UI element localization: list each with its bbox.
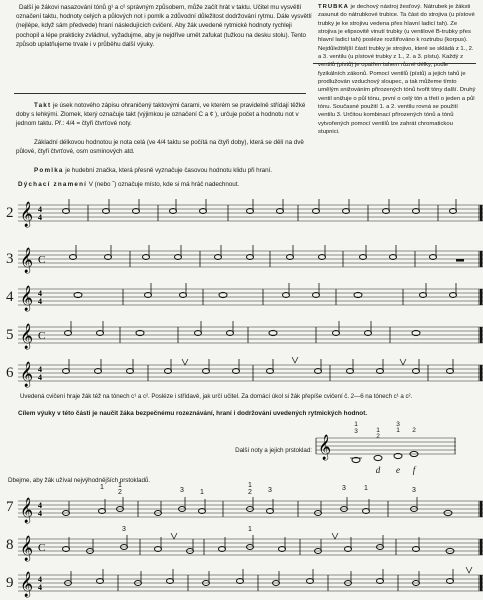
dychaci-text: V (nebo ˇ) označuje místo, kde si má hráč nadechnout. [87,181,240,188]
fingering-label: 3 [342,485,346,492]
takt-text: je úsek notového zápisu ohraničený taktovými čarami, ve kterém se pravidelně střídají těžké doby s lehkými. Zlomek, který označuje takt (výjimkou je označení C a ¢ ), určuje počet a hodnotu not v jednom taktu. Př.: 4/4 = čtyři čtvrťové noty. [16,102,306,128]
svg-text:4: 4 [38,213,42,222]
dbejme-paragraph: Dbejme, aby žák užíval nejvýhodnějších prstokladů. [8,477,151,484]
svg-text:4: 4 [38,365,42,374]
fingering-label: 1 [364,485,368,492]
note-name-f: f [412,465,416,475]
fingering-label: 2 [376,433,380,440]
svg-text:𝄞: 𝄞 [20,286,34,311]
svg-text:𝄞: 𝄞 [20,536,34,561]
exercise-number-7: 7 [6,499,14,515]
svg-text:4: 4 [38,509,42,518]
zakladni-paragraph: Základní délkovou hodnotou je nota celá (ve 4/4 taktu se počítá na čtyři doby), která se dělí na dvě půlové, čtyři čtvrťové, osm osminových atd. [16,139,304,156]
exercise-number-8: 8 [6,537,14,553]
exercise-staff-7 [18,483,483,523]
fingering-label: 1 [376,427,380,434]
exercise-staff-9 [18,569,483,599]
divider-right [313,63,476,64]
svg-text:4: 4 [38,501,42,510]
fingering-label: 3 [396,421,400,428]
exercise-number-3: 3 [6,251,14,267]
svg-text:C: C [38,330,46,342]
pomlka-text: je hudební značka, která přesně vyznačuje časovou hodnotu klidu při hraní. [63,167,272,174]
exercise-staff-4 [18,283,483,313]
exercise-number-4: 4 [6,289,14,305]
svg-text:4: 4 [38,583,42,592]
dalsi-label: Další noty a jejich prstoklad: [235,447,312,454]
svg-text:𝄞: 𝄞 [20,362,34,387]
svg-text:4: 4 [38,297,42,306]
dychaci-paragraph [18,180,318,189]
svg-text:C: C [38,542,46,554]
svg-text:𝄞: 𝄞 [20,324,34,349]
new-notes-staff [316,420,456,476]
sidebar-text: je dechový nástroj žesťový. Nátrubek je žáksti zasunut do nátrubkové trubice. Ta část do strojiva (u pístové trubky je ke strojivu vedena přes hlavní ladicí tah). Ze strojiva je elipsovitě vinutí trubky (u ventilové B-trubky přes hlavní ladicí tah) posléze rozšiřováno k roztrubu (korpus). Nejdůležitější částí trubky je strojivo, které se skládá z 1., 2. a 3. ventilu (u pístové trubky z 1., 2. a 3. pístu). Každý z ventilů (pístů) je opatřen tahem různé délky, podle fyzikálních zákonů. Pomocí ventilů (pístů) a jejich tahů je prodlužován vzduchový sloupec, a tak můžeme tímto umělým snižováním přirozených tónů tvořit tóny další. Druhý ventil snižuje o půl tónu, první o celý tón a třetí o jeden a půl tónu. Současné použití 1. a 2. ventilu rovná se použití ventilu 3. Určitou kombinací přirozených tónů a tónů vytvořených pomocí ventilů lze zahrát chromatickou stupnici. [318,4,476,136]
pomlka-paragraph [16,166,312,175]
exercise-number-9: 9 [6,575,14,591]
note-name-d: d [375,465,381,475]
svg-text:𝄞: 𝄞 [20,498,34,523]
uvedena-paragraph: Uvedená cvičení hraje žák též na tónech c¹ a c². Posléze i střídavě, jak určí učitel. Za domácí úkol si žák přepíše cvičení č. 2—6 na tónech c¹ a c². [20,393,413,400]
dychaci-term: Dýchací znamení [18,181,88,188]
svg-text:4: 4 [38,575,42,584]
fingering-label: 2 [248,489,252,496]
svg-text:4: 4 [38,373,42,382]
fingering-label: 1 [200,489,204,496]
fingering-label: 3 [180,487,184,494]
note-name-e: e [396,465,400,475]
divider-left [14,93,306,94]
fingering-label: 1 [354,421,358,428]
pomlka-term: Pomlka [34,167,64,174]
exercise-staff-6 [18,359,483,389]
svg-text:4: 4 [38,205,42,214]
sidebar-title: TRUBKA [318,4,349,10]
fingering-label: 1 [118,482,122,489]
cilem-heading: Cílem výuky v této části je naučit žáka bezpečnému rozeznávání, hraní i dodržování uvedených rytmických hodnot. [18,410,368,417]
fingering-label: 3 [122,526,126,533]
fingering-label: 1 [396,427,400,434]
exercise-staff-3 [18,245,483,275]
fingering-label: 3 [412,487,416,494]
exercise-staff-5 [18,321,483,351]
fingering-label: 1 [248,526,252,533]
svg-text:C: C [38,254,46,266]
fingering-label: 3 [268,487,272,494]
fingering-label: 1 [248,482,252,489]
exercise-staff-2 [18,199,483,229]
fingering-label: 2 [412,427,416,434]
trumpet-sidebar [318,3,476,137]
svg-text:𝄞: 𝄞 [20,572,34,597]
exercise-staff-8 [18,521,483,561]
fingering-label: 2 [118,489,122,496]
svg-text:𝄞: 𝄞 [318,435,332,460]
takt-term: Takt [34,102,52,109]
takt-paragraph [16,101,312,129]
exercise-number-5: 5 [6,327,14,343]
svg-text:4: 4 [38,289,42,298]
svg-text:𝄞: 𝄞 [20,202,34,227]
svg-text:𝄞: 𝄞 [20,248,34,273]
intro-paragraph: Další je žákovi nasazování tónů g¹ a c² správným způsobem, může začít hrát v taktu. Učitel mu vysvětlí označení taktu, hodnoty celých a půlových not i pomlk a zdůvodní důležitost dodržování rytmu. Dále vysvětlí (nejlépe, když sám předvede) hraní následujících cvičení. Aby žák uvedené rytmické hodnoty rychleji pochopil a lépe prakticky zvládnul, vyžadujme, aby je nejdříve umět zafukat (tužkou na desku stolu). Tento způsob uplatňujeme trvale i v průběhu další výuky. [16,4,312,48]
exercise-number-2: 2 [6,205,14,221]
exercise-number-6: 6 [6,365,14,381]
fingering-label: 1 [100,484,104,491]
fingering-label: 3 [354,428,358,435]
